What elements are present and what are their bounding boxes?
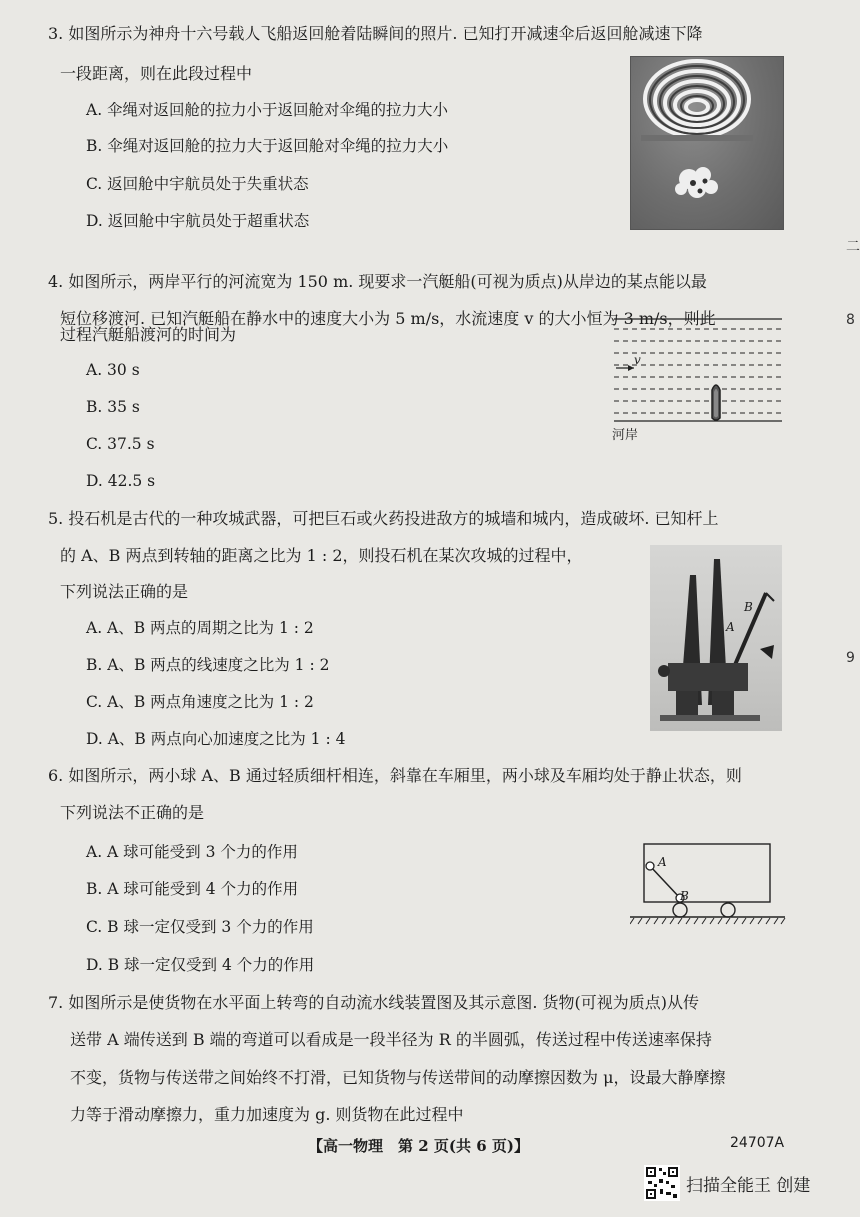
catapult-label-a: A: [726, 620, 735, 634]
qr-code-icon: [644, 1165, 680, 1201]
q7-stem-line3: 不变，货物与传送带之间始终不打滑，已知货物与传送带间的动摩擦因数为 μ，设最大静摩擦: [70, 1068, 726, 1087]
catapult-label-b: B: [744, 600, 753, 614]
q5-stem-line2: 的 A、B 两点到转轴的距离之比为 1 : 2，则投石机在某次攻城的过程中，: [60, 546, 583, 565]
q5-option-b: B. A、B 两点的线速度之比为 1 : 2: [86, 656, 330, 674]
q7-stem-line2: 送带 A 端传送到 B 端的弯道可以看成是一段半径为 R 的半圆弧，传送过程中传送速率保持: [70, 1030, 712, 1049]
q3-option-b: B. 伞绳对返回舱的拉力大于返回舱对伞绳的拉力大小: [86, 137, 449, 155]
q3-option-d: D. 返回舱中宇航员处于超重状态: [86, 212, 310, 230]
q5-stem-line1: 5. 投石机是古代的一种攻城武器，可把巨石或火药投进敌方的城墙和城内，造成破坏. 已知杆上: [48, 509, 719, 528]
q4-stem-line1: 4. 如图所示，两岸平行的河流宽为 150 m. 现要求一汽艇船(可视为质点)从岸边的某点能以最: [48, 272, 707, 291]
q4-option-b: B. 35 s: [86, 398, 140, 416]
q4-option-a: A. 30 s: [86, 361, 140, 379]
scanner-label: 扫描全能王 创建: [686, 1175, 811, 1196]
q5-stem-line3: 下列说法正确的是: [60, 582, 189, 601]
q6-option-c: C. B 球一定仅受到 3 个力的作用: [86, 918, 314, 936]
q3-option-c: C. 返回舱中宇航员处于失重状态: [86, 175, 309, 193]
q5-option-d: D. A、B 两点向心加速度之比为 1 : 4: [86, 730, 346, 748]
river-velocity-label: v: [634, 353, 641, 367]
q4-option-d: D. 42.5 s: [86, 472, 156, 490]
catapult-photo: [650, 545, 782, 731]
q6-option-d: D. B 球一定仅受到 4 个力的作用: [86, 956, 315, 974]
q5-option-c: C. A、B 两点角速度之比为 1 : 2: [86, 693, 314, 711]
exam-code: 24707A: [730, 1135, 785, 1151]
margin-mark-top: 二: [846, 239, 860, 255]
q6-option-a: A. A 球可能受到 3 个力的作用: [86, 843, 298, 861]
margin-number-9: 9: [846, 650, 855, 666]
q4-stem-line3: 过程汽艇船渡河的时间为: [60, 325, 237, 344]
q7-stem-line1: 7. 如图所示是使货物在水平面上转弯的自动流水线装置图及其示意图. 货物(可视为质点)从传: [48, 993, 700, 1012]
q6-stem-line1: 6. 如图所示，两小球 A、B 通过轻质细杆相连，斜靠在车厢里，两小球及车厢均处于静止状态，则: [48, 766, 742, 785]
scanner-watermark: [644, 1165, 810, 1201]
q3-stem-line2: 一段距离，则在此段过程中: [60, 64, 253, 83]
q3-option-a: A. 伞绳对返回舱的拉力小于返回舱对伞绳的拉力大小: [86, 101, 449, 119]
q6-option-b: B. A 球可能受到 4 个力的作用: [86, 880, 299, 898]
q6-stem-line2: 下列说法不正确的是: [60, 803, 205, 822]
q4-stem-line2: 短位移渡河. 已知汽艇船在静水中的速度大小为 5 m/s，水流速度 v 的大小恒为 3 m/s，则此: [60, 309, 716, 328]
carriage-balls-figure: [630, 842, 790, 928]
parachute-capsule-photo: [630, 56, 784, 230]
margin-number-8: 8: [846, 312, 855, 328]
page-footer-label: 【高一物理 第 2 页(共 6 页)】: [308, 1137, 529, 1155]
river-bank-label: 河岸: [612, 428, 639, 443]
q7-stem-line4: 力等于滑动摩擦力，重力加速度为 g. 则货物在此过程中: [70, 1105, 464, 1124]
q4-option-c: C. 37.5 s: [86, 435, 155, 453]
river-crossing-figure: [612, 308, 784, 448]
q5-option-a: A. A、B 两点的周期之比为 1 : 2: [86, 619, 314, 637]
ball-a-label: A: [658, 855, 667, 869]
ball-b-label: B: [680, 889, 689, 903]
q3-stem-line1: 3. 如图所示为神舟十六号载人飞船返回舱着陆瞬间的照片. 已知打开减速伞后返回舱减速下降: [48, 24, 703, 43]
